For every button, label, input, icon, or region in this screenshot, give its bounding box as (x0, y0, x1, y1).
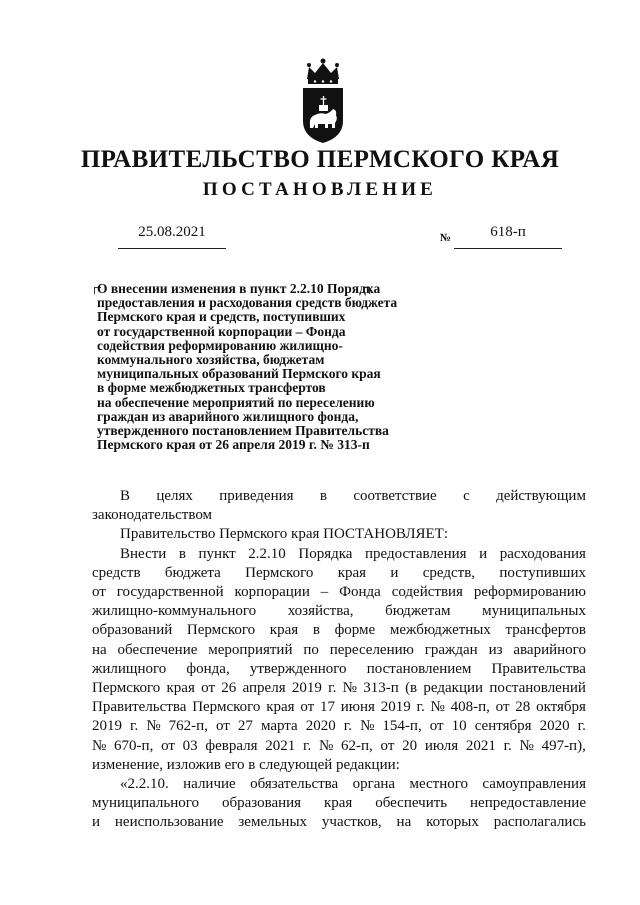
word: действующим (496, 488, 586, 504)
word: края (166, 680, 195, 697)
government-title: ПРАВИТЕЛЬСТВО ПЕРМСКОГО КРАЯ (80, 146, 560, 173)
subject-line: муниципальных образований Пермского края (97, 366, 381, 382)
word: сентября (474, 718, 532, 735)
subject-line: предоставления и расходования средств бюджета (97, 295, 398, 311)
word: в (319, 488, 327, 504)
word: 20 (402, 737, 418, 754)
body-line: изменение, изложив его в следующей редакции: (92, 756, 400, 773)
word: Внести (120, 545, 167, 562)
word: располагались (493, 814, 586, 831)
word: № (360, 718, 375, 735)
word: непредоставление (470, 795, 586, 812)
word: обеспечение (117, 641, 198, 658)
word: самоуправления (482, 776, 586, 793)
body-line (92, 583, 586, 602)
word: 2021 (265, 737, 296, 754)
word: марта (260, 718, 298, 735)
word: из (488, 641, 503, 658)
word: 28 (515, 699, 531, 716)
subject-line: утвержденного постановлением Правительства (97, 423, 389, 439)
word: аварийного (513, 641, 586, 658)
word: бюджета (164, 564, 221, 581)
word: г. (303, 737, 312, 754)
word: июля (424, 737, 459, 754)
word: муниципального (92, 795, 200, 812)
document-type: ПОСТАНОВЛЕНИЕ (202, 179, 438, 200)
body-line (92, 794, 586, 813)
word: которых (426, 814, 479, 831)
word: участков, (321, 814, 382, 831)
word: 26 (221, 680, 237, 697)
word: № (146, 718, 161, 735)
body-line (92, 737, 586, 756)
word: соответствие (353, 488, 437, 504)
word: жилищно-коммунального (92, 603, 257, 620)
subject-line: на обеспечение мероприятий по переселению (97, 394, 375, 410)
word: целях (156, 488, 193, 504)
word: реформированию (473, 584, 586, 601)
word: расходования (499, 545, 586, 562)
word: г. (130, 718, 139, 735)
word: 2019 (291, 680, 322, 697)
word: и (390, 564, 399, 581)
body-line (92, 602, 586, 621)
word: (в (405, 680, 418, 697)
word: неиспользование (114, 814, 224, 831)
word: Пермского (245, 564, 314, 581)
body-line (92, 660, 586, 679)
word: средств, (422, 564, 476, 581)
word: на (92, 641, 107, 658)
word: жилищного (92, 660, 167, 677)
body-line (92, 545, 586, 564)
word: межбюджетных (389, 622, 491, 639)
date-field (118, 224, 226, 249)
word: форме (334, 622, 376, 639)
document-date: 25.08.2021 (138, 224, 206, 240)
body-line (92, 641, 586, 660)
body-line (92, 487, 586, 506)
word: образования (221, 795, 302, 812)
word: Пермского (186, 622, 256, 639)
word: органа (352, 776, 396, 793)
word: г. (416, 699, 425, 716)
word: Пермского (192, 699, 261, 716)
word: постановлением (366, 660, 472, 677)
word: муниципальных (482, 603, 586, 620)
word: хозяйства, (287, 603, 354, 620)
word: 2.2.10 (248, 545, 286, 562)
word: «2.2.10. (120, 776, 169, 793)
word: 408-п, (450, 699, 490, 716)
word: Порядка (298, 545, 353, 562)
word: 313-п (363, 680, 399, 697)
word: края (323, 795, 353, 812)
word: редакции (423, 680, 484, 697)
word: 154-п, (382, 718, 422, 735)
word: от (380, 737, 395, 754)
word: № (342, 680, 357, 697)
word: 2019 (380, 699, 411, 716)
word: граждан (424, 641, 478, 658)
document-number: 618-п (490, 224, 526, 240)
word: бюджетам (385, 603, 451, 620)
word: № (92, 737, 107, 754)
word: июня (340, 699, 375, 716)
body-line (92, 698, 586, 717)
word: образований (92, 622, 173, 639)
number-sign: № (440, 232, 452, 244)
word: на (396, 814, 412, 831)
word: 62-п, (341, 737, 373, 754)
subject-line: Пермского края от 26 апреля 2019 г. № 313-п (97, 437, 370, 453)
word: 10 (451, 718, 467, 735)
word: 762-п, (168, 718, 208, 735)
word: г. (503, 737, 512, 754)
body-line (92, 813, 586, 832)
word: № (519, 737, 534, 754)
word: апреля (242, 680, 286, 697)
body-line (92, 679, 586, 698)
word: февраля (205, 737, 258, 754)
word: по (303, 641, 319, 658)
word: пункт (198, 545, 236, 562)
word: края (266, 699, 295, 716)
word: 670-п, (114, 737, 154, 754)
word: переселению (329, 641, 414, 658)
word: и (479, 545, 488, 562)
word: 17 (319, 699, 335, 716)
subject-line: в форме межбюджетных трансфертов (97, 380, 326, 396)
subject-line: от государственной корпорации – Фонда (97, 323, 346, 339)
word: г. (577, 718, 586, 735)
word: от (201, 680, 215, 697)
word: от (495, 699, 510, 716)
word: в (312, 622, 320, 639)
body-line (92, 621, 586, 640)
word: – (320, 584, 329, 601)
body-line (92, 775, 586, 794)
word: средств (92, 564, 141, 581)
word: 497-п), (541, 737, 586, 754)
word: мероприятий (208, 641, 293, 658)
word: Правительства (92, 699, 187, 716)
word: 2020 (539, 718, 570, 735)
subject-line: О внесении изменения в пункт 2.2.10 Порядка (97, 281, 381, 296)
word: утвержденного (249, 660, 347, 677)
document-subject (97, 282, 427, 452)
word: № (430, 699, 445, 716)
word: трансфертов (505, 622, 586, 639)
subject-line: граждан из аварийного жилищного фонда, (97, 408, 359, 424)
word: корпорации (234, 584, 310, 601)
perm-krai-coat-of-arms-icon (298, 55, 348, 145)
word: от (216, 718, 230, 735)
word: предоставления (365, 545, 467, 562)
word: 2019 (92, 718, 122, 735)
word: Фонда (339, 584, 381, 601)
word: г. (328, 680, 337, 697)
body-line: законодательством (92, 507, 213, 524)
word: г. (343, 718, 353, 735)
subject-line: коммунального хозяйства, бюджетам (97, 352, 325, 368)
word: наличие (183, 776, 236, 793)
word: в (178, 545, 186, 562)
subject-line: Пермского края и средств, поступивших (97, 309, 346, 325)
word: Пермского (92, 680, 161, 697)
word: № (318, 737, 334, 754)
word: 2020 (305, 718, 336, 735)
word: местного (409, 776, 469, 793)
word: земельных (238, 814, 308, 831)
word: постановлений (489, 680, 586, 697)
body-line (92, 564, 586, 583)
word: и (92, 814, 101, 831)
word: обязательства (250, 776, 339, 793)
word: фонда, (186, 660, 230, 677)
word: края (269, 622, 299, 639)
word: Правительства (491, 660, 586, 677)
word: В (120, 488, 131, 504)
word: 27 (237, 718, 253, 735)
body-line: Правительство Пермского края ПОСТАНОВЛЯЕТ: (120, 526, 449, 543)
word: от (92, 584, 106, 601)
word: обеспечить (375, 795, 448, 812)
word: от (300, 699, 315, 716)
word: от (429, 718, 444, 735)
word: с (463, 488, 470, 504)
word: содействия (391, 584, 463, 601)
word: 2021 (465, 737, 496, 754)
word: края (337, 564, 367, 581)
word: 03 (182, 737, 198, 754)
number-field (454, 224, 562, 249)
word: государственной (116, 584, 224, 601)
word: октября (536, 699, 586, 716)
document-body (92, 487, 586, 833)
word: поступивших (499, 564, 586, 581)
word: от (161, 737, 175, 754)
word: приведения (219, 488, 294, 504)
body-line (92, 717, 586, 736)
subject-line: содействия реформированию жилищно- (97, 337, 343, 353)
